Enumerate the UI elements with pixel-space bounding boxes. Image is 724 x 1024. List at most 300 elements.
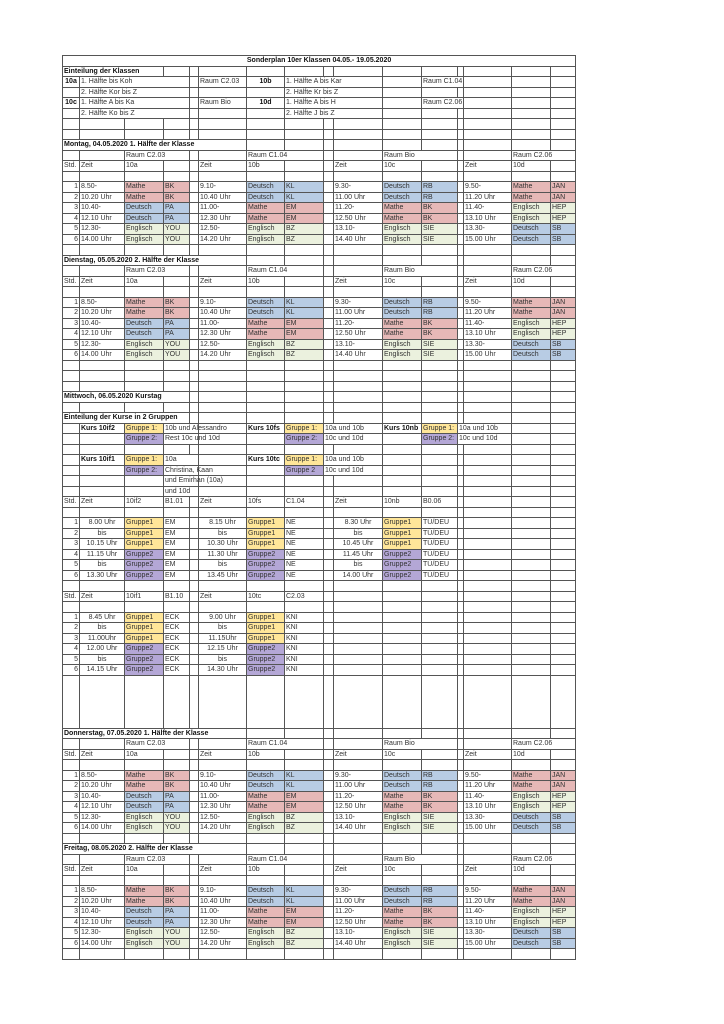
empty-cell [383, 108, 422, 119]
empty-cell [383, 66, 422, 77]
empty-cell [551, 833, 576, 844]
empty-cell [512, 507, 551, 518]
empty-cell [324, 192, 334, 203]
empty-cell [422, 612, 458, 623]
lesson-subject: Deutsch [512, 812, 551, 823]
empty-cell [383, 245, 422, 256]
empty-cell [324, 949, 334, 960]
lesson-group: Gruppe1 [125, 612, 164, 623]
empty-cell [383, 875, 422, 886]
class-header: 10d [512, 749, 551, 760]
lesson-number: 2 [63, 192, 80, 203]
lesson-teacher: HEP [551, 802, 576, 813]
lesson-subject: Deutsch [512, 234, 551, 245]
empty-row [63, 875, 576, 886]
empty-cell [324, 507, 334, 518]
empty-cell [324, 644, 334, 655]
lesson-number: 6 [63, 823, 80, 834]
empty-cell [324, 129, 334, 140]
lesson-time: 10.40 Uhr [199, 308, 247, 319]
empty-cell [190, 675, 199, 728]
lesson-teacher: HEP [551, 318, 576, 329]
lesson-time: bis [199, 623, 247, 634]
empty-cell [324, 728, 334, 739]
lesson-time: 11.45 Uhr [334, 549, 383, 560]
empty-cell [383, 612, 422, 623]
empty-row [63, 119, 576, 130]
empty-cell [164, 833, 190, 844]
empty-cell [334, 728, 383, 739]
empty-cell [551, 749, 576, 760]
lesson-time: 15.00 Uhr [464, 234, 512, 245]
empty-cell [190, 360, 199, 371]
empty-cell [334, 255, 383, 266]
empty-cell [422, 413, 458, 424]
lesson-subject: Deutsch [125, 907, 164, 918]
sheet-row [63, 77, 576, 88]
empty-cell [190, 791, 199, 802]
sheet-row [63, 266, 576, 277]
lesson-teacher: EM [164, 518, 190, 529]
empty-cell [285, 507, 324, 518]
lesson-teacher: HEP [551, 329, 576, 340]
lesson-teacher: BZ [285, 938, 324, 949]
lesson-teacher: KL [285, 297, 324, 308]
empty-cell [512, 87, 551, 98]
lesson-time: 11.40- [464, 318, 512, 329]
lesson-teacher: SIE [422, 928, 458, 939]
lesson-subject: Mathe [512, 781, 551, 792]
empty-cell [334, 602, 383, 613]
empty-cell [464, 381, 512, 392]
empty-cell [80, 949, 125, 960]
empty-row [63, 171, 576, 182]
empty-cell [190, 308, 199, 319]
empty-cell [334, 150, 383, 161]
lesson-teacher: BK [422, 802, 458, 813]
empty-row [63, 381, 576, 392]
empty-cell [63, 150, 80, 161]
lesson-group: Gruppe2 [125, 665, 164, 676]
empty-cell [324, 539, 334, 550]
lesson-teacher: ECK [164, 633, 190, 644]
empty-cell [464, 591, 512, 602]
class-header: 10c [383, 749, 422, 760]
empty-cell [464, 77, 512, 88]
class-header: 10b [247, 865, 285, 876]
lesson-number: 3 [63, 318, 80, 329]
lesson-teacher: EM [164, 528, 190, 539]
lesson-group: Gruppe2 [125, 644, 164, 655]
empty-row [63, 287, 576, 298]
lesson-group: Gruppe1 [383, 528, 422, 539]
empty-cell [383, 413, 422, 424]
room-header: C2.03 [285, 591, 324, 602]
empty-cell [190, 549, 199, 560]
empty-cell [383, 486, 422, 497]
empty-cell [80, 581, 125, 592]
lesson-time: 10.20 Uhr [80, 781, 125, 792]
lesson-group: Gruppe2 [383, 570, 422, 581]
empty-cell [334, 844, 383, 855]
empty-cell [190, 507, 199, 518]
empty-cell [551, 87, 576, 98]
empty-cell [324, 928, 334, 939]
lesson-time: 11.15Uhr [199, 633, 247, 644]
course-name: Kurs 10tc [247, 455, 285, 466]
empty-cell [285, 602, 324, 613]
lesson-teacher: EM [285, 318, 324, 329]
empty-cell [190, 119, 199, 130]
section-heading: Einteilung der Kurse in 2 Gruppen [63, 413, 190, 424]
lesson-subject: Englisch [383, 224, 422, 235]
lesson-time: 14.00 Uhr [80, 823, 125, 834]
empty-cell [512, 108, 551, 119]
empty-cell [334, 140, 383, 151]
lesson-teacher: SIE [422, 224, 458, 235]
sheet-row [63, 455, 576, 466]
lesson-subject: Englisch [383, 339, 422, 350]
empty-cell [324, 318, 334, 329]
lesson-teacher: YOU [164, 812, 190, 823]
lesson-teacher: BK [422, 907, 458, 918]
empty-cell [512, 476, 551, 487]
empty-cell [80, 444, 125, 455]
empty-cell [551, 129, 576, 140]
lesson-subject: Mathe [383, 802, 422, 813]
empty-cell [422, 287, 458, 298]
empty-cell [190, 749, 199, 760]
class-room: Raum Bio [199, 98, 247, 109]
empty-cell [190, 739, 199, 750]
class-header: 10c [383, 161, 422, 172]
lesson-time: 12.10 Uhr [80, 329, 125, 340]
empty-cell [285, 760, 324, 771]
class-header: 10d [512, 276, 551, 287]
lesson-time: 14.00 Uhr [80, 234, 125, 245]
lesson-row [63, 917, 576, 928]
empty-cell [324, 234, 334, 245]
empty-cell [63, 371, 80, 382]
empty-cell [247, 675, 285, 728]
lesson-row [63, 224, 576, 235]
empty-cell [422, 865, 458, 876]
empty-cell [512, 560, 551, 571]
empty-cell [383, 371, 422, 382]
empty-cell [80, 434, 125, 445]
lesson-group: Gruppe1 [125, 633, 164, 644]
empty-cell [334, 476, 383, 487]
lesson-teacher: BK [422, 213, 458, 224]
lesson-number: 4 [63, 802, 80, 813]
empty-cell [551, 98, 576, 109]
lesson-row [63, 539, 576, 550]
empty-cell [551, 455, 576, 466]
empty-cell [512, 465, 551, 476]
lesson-subject: Englisch [247, 928, 285, 939]
empty-cell [512, 875, 551, 886]
empty-cell [551, 276, 576, 287]
empty-cell [125, 129, 164, 140]
class-header: 10a [125, 276, 164, 287]
lesson-teacher: BK [164, 192, 190, 203]
room-label: Raum C1.04 [247, 266, 324, 277]
room-label: Raum C2.03 [125, 150, 190, 161]
lesson-time: 9.30- [334, 182, 383, 193]
empty-cell [324, 497, 334, 508]
sheet-row [63, 87, 576, 98]
empty-cell [551, 444, 576, 455]
class-header: 10b [247, 276, 285, 287]
lesson-row [63, 623, 576, 634]
empty-cell [63, 360, 80, 371]
room-header: B1.01 [164, 497, 190, 508]
group-1-label: Gruppe 1: [125, 455, 164, 466]
lesson-subject: Deutsch [383, 182, 422, 193]
lesson-subject: Englisch [383, 928, 422, 939]
lesson-subject: Englisch [125, 224, 164, 235]
empty-cell [334, 171, 383, 182]
empty-cell [464, 476, 512, 487]
empty-cell [551, 119, 576, 130]
empty-cell [464, 875, 512, 886]
empty-cell [324, 339, 334, 350]
empty-cell [324, 760, 334, 771]
empty-cell [383, 455, 422, 466]
group-2-members: Christina, Kaan [165, 466, 213, 474]
lesson-time: 10.30 Uhr [199, 539, 247, 550]
empty-cell [324, 823, 334, 834]
lesson-teacher: KNI [285, 633, 324, 644]
lesson-time: 13.45 Uhr [199, 570, 247, 581]
empty-cell [199, 171, 247, 182]
empty-cell [422, 507, 458, 518]
zeit-header: Zeit [80, 276, 125, 287]
lesson-row [63, 570, 576, 581]
lesson-number: 6 [63, 350, 80, 361]
lesson-number: 4 [63, 644, 80, 655]
zeit-header: Zeit [334, 497, 383, 508]
empty-cell [551, 465, 576, 476]
empty-cell [199, 444, 247, 455]
zeit-header: Zeit [199, 865, 247, 876]
lesson-teacher: BZ [285, 928, 324, 939]
empty-cell [464, 66, 512, 77]
room-header: B0.06 [422, 497, 458, 508]
section-heading: Einteilung der Klassen [63, 66, 164, 77]
empty-cell [63, 434, 80, 445]
empty-cell [464, 98, 512, 109]
lesson-group: Gruppe2 [383, 560, 422, 571]
empty-cell [190, 560, 199, 571]
empty-cell [422, 171, 458, 182]
empty-cell [125, 371, 164, 382]
lesson-group: Gruppe1 [383, 539, 422, 550]
lesson-teacher: RB [422, 770, 458, 781]
lesson-subject: Mathe [125, 297, 164, 308]
lesson-teacher: KL [285, 308, 324, 319]
lesson-row [63, 791, 576, 802]
empty-cell [247, 507, 285, 518]
lesson-group: Gruppe2 [383, 549, 422, 560]
lesson-subject: Mathe [247, 791, 285, 802]
empty-cell [199, 760, 247, 771]
lesson-time: 10.15 Uhr [80, 539, 125, 550]
sheet-row [63, 465, 576, 476]
empty-cell [334, 507, 383, 518]
empty-cell [80, 129, 125, 140]
group-1-members: 10a [164, 455, 199, 466]
empty-cell [164, 949, 190, 960]
lesson-time: 12.30 Uhr [199, 329, 247, 340]
empty-cell [512, 497, 551, 508]
empty-cell [551, 675, 576, 728]
lesson-time: bis [80, 560, 125, 571]
sheet-title: Sonderplan 10er Klassen 04.05.- 19.05.2020 [63, 56, 576, 67]
empty-cell [190, 497, 199, 508]
class-half-2: 2. Hälfte Ko bis Z [80, 108, 190, 119]
room-label: Raum C2.06 [512, 854, 576, 865]
empty-cell [383, 87, 422, 98]
empty-cell [512, 518, 551, 529]
lesson-subject: Deutsch [512, 339, 551, 350]
lesson-number: 3 [63, 539, 80, 550]
lesson-teacher: JAN [551, 182, 576, 193]
empty-cell [190, 245, 199, 256]
room-label: Raum C1.04 [247, 739, 324, 750]
lesson-subject: Mathe [383, 791, 422, 802]
empty-cell [324, 224, 334, 235]
empty-cell [512, 612, 551, 623]
empty-cell [190, 129, 199, 140]
lesson-subject: Deutsch [383, 308, 422, 319]
empty-cell [512, 171, 551, 182]
lesson-teacher: ECK [164, 623, 190, 634]
lesson-time: 11.15 Uhr [80, 549, 125, 560]
zeit-header: Zeit [464, 161, 512, 172]
empty-cell [199, 66, 247, 77]
empty-cell [125, 360, 164, 371]
empty-cell [190, 917, 199, 928]
lesson-time: 13.10 Uhr [464, 329, 512, 340]
sheet-row [63, 854, 576, 865]
lesson-teacher: TÜ/DEU [422, 528, 458, 539]
empty-cell [464, 581, 512, 592]
room-header: C1.04 [285, 497, 324, 508]
lesson-teacher: BZ [285, 812, 324, 823]
lesson-subject: Mathe [247, 203, 285, 214]
empty-cell [125, 486, 164, 497]
lesson-subject: Deutsch [512, 823, 551, 834]
empty-cell [512, 119, 551, 130]
lesson-subject: Deutsch [125, 203, 164, 214]
zeit-header: Zeit [464, 276, 512, 287]
empty-cell [512, 360, 551, 371]
empty-cell [551, 665, 576, 676]
day-title: Dienstag, 05.05.2020 2. Hälfte der Klasse [63, 255, 247, 266]
empty-cell [551, 77, 576, 88]
empty-cell [285, 66, 324, 77]
lesson-teacher: HEP [551, 203, 576, 214]
course-name: Kurs 10if2 [80, 423, 125, 434]
lesson-teacher: BK [164, 182, 190, 193]
lesson-teacher: EM [285, 917, 324, 928]
empty-cell [199, 402, 247, 413]
empty-cell [422, 108, 458, 119]
empty-cell [383, 833, 422, 844]
empty-cell [464, 949, 512, 960]
empty-cell [199, 287, 247, 298]
lesson-subject: Mathe [247, 329, 285, 340]
empty-cell [190, 234, 199, 245]
empty-cell [324, 549, 334, 560]
empty-cell [324, 917, 334, 928]
empty-cell [199, 381, 247, 392]
lesson-time: 11.00- [199, 203, 247, 214]
lesson-number: 5 [63, 928, 80, 939]
empty-cell [383, 77, 422, 88]
lesson-subject: Englisch [125, 928, 164, 939]
empty-cell [190, 444, 199, 455]
empty-cell [551, 402, 576, 413]
lesson-group: Gruppe1 [247, 528, 285, 539]
empty-cell [190, 802, 199, 813]
empty-cell [383, 476, 422, 487]
lesson-subject: Mathe [512, 886, 551, 897]
class-name: 10b [247, 77, 285, 88]
empty-cell [324, 402, 334, 413]
course-header: 10nb [383, 497, 422, 508]
empty-cell [422, 129, 458, 140]
zeit-header: Zeit [199, 591, 247, 602]
class-half-1: 1. Hälfte A bis Kar [285, 77, 383, 88]
lesson-number: 5 [63, 224, 80, 235]
class-half-2: 2. Hälfte J bis Z [285, 108, 383, 119]
empty-cell [334, 833, 383, 844]
empty-row [63, 129, 576, 140]
empty-cell [383, 675, 422, 728]
empty-cell [247, 392, 285, 403]
lesson-number: 5 [63, 339, 80, 350]
lesson-row [63, 770, 576, 781]
empty-cell [383, 623, 422, 634]
empty-cell [334, 381, 383, 392]
class-name: 10a [63, 77, 80, 88]
empty-cell [334, 675, 383, 728]
empty-cell [199, 360, 247, 371]
lesson-time: 14.40 Uhr [334, 350, 383, 361]
empty-cell [464, 644, 512, 655]
lesson-time: 15.00 Uhr [464, 823, 512, 834]
empty-cell [164, 875, 190, 886]
empty-cell [190, 402, 199, 413]
course-header: 10if1 [125, 591, 164, 602]
empty-cell [512, 434, 551, 445]
empty-cell [324, 875, 334, 886]
lesson-row [63, 560, 576, 571]
lesson-number: 1 [63, 297, 80, 308]
lesson-row [63, 781, 576, 792]
lesson-subject: Englisch [383, 234, 422, 245]
lesson-time: 11.00- [199, 318, 247, 329]
lesson-subject: Deutsch [247, 886, 285, 897]
zeit-header: Zeit [199, 276, 247, 287]
empty-cell [247, 255, 285, 266]
lesson-subject: Mathe [125, 781, 164, 792]
empty-cell [383, 381, 422, 392]
empty-cell [285, 140, 324, 151]
lesson-time: 11.40- [464, 791, 512, 802]
